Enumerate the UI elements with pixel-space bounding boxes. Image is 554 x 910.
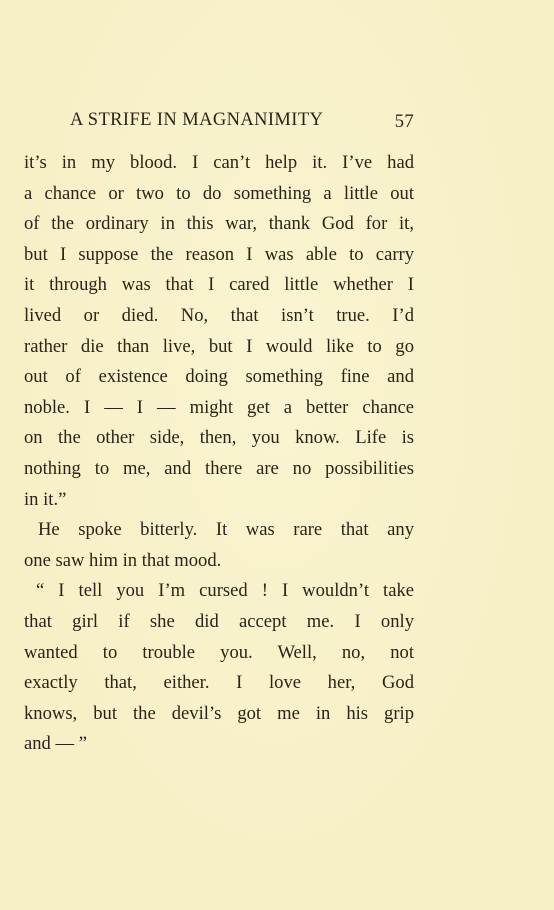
text-line: of the ordinary in this war, thank God for it, [24,213,414,235]
text-line: and — ” [24,733,87,755]
text-line: exactly that, either. I love her, God [24,672,414,694]
text-line: He spoke bitterly. It was rare that any [38,519,414,541]
text-line: one saw him in that mood. [24,549,222,571]
text-line: noble. I — I — might get a better chance [24,396,414,418]
text-line: that girl if she did accept me. I only [24,610,414,632]
body-text [24,148,414,760]
text-line: “ I tell you I’m cursed ! I wouldn’t take [36,580,414,602]
text-line: it through was that I cared little whether I [24,274,414,296]
text-line: on the other side, then, you know. Life is [24,427,414,449]
text-line: wanted to trouble you. Well, no, not [24,641,414,663]
running-header [70,110,414,136]
text-line: it’s in my blood. I can’t help it. I’ve had [24,152,414,173]
text-line: out of existence doing something fine and [24,366,414,388]
text-line: lived or died. No, that isn’t true. I’d [24,304,414,326]
running-title: A STRIFE IN MAGNANIMITY [70,110,324,130]
page-number: 57 [394,112,414,132]
text-line: a chance or two to do something a little out [24,182,414,204]
text-line: but I suppose the reason I was able to carry [24,243,414,265]
text-line: nothing to me, and there are no possibilities [24,457,414,479]
text-line: knows, but the devil’s got me in his grip [24,702,414,724]
text-line: rather die than live, but I would like to go [24,335,414,357]
text-line: in it.” [24,488,67,510]
